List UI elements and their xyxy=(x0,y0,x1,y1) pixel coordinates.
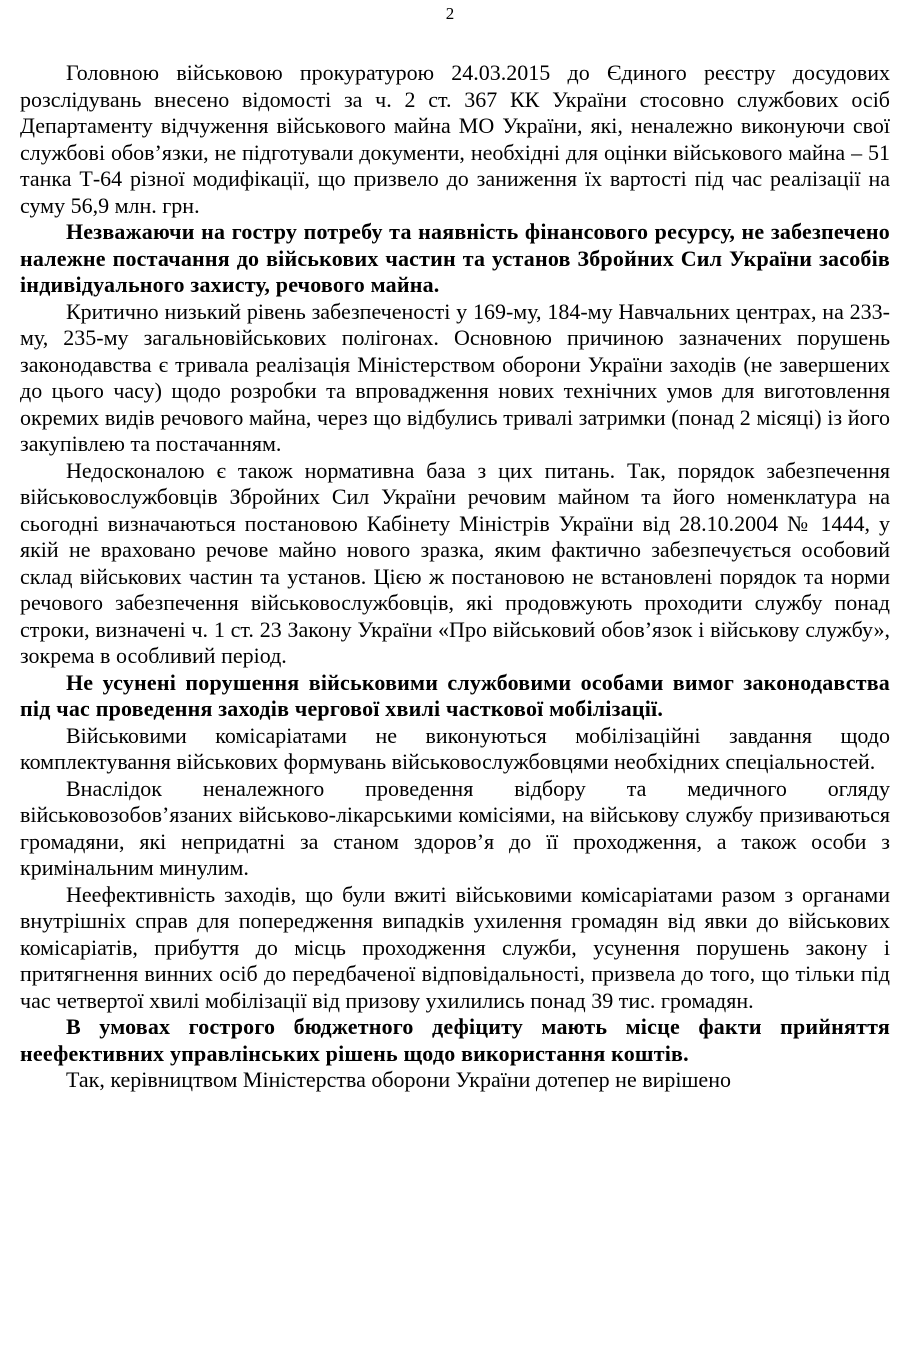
paragraph-heading-supply: Незважаючи на гостру потребу та наявність фінансового ресурсу, не забезпечено належне постачання до військових частин та установ Збройних Сил України засобів індивідуального захисту, речового майна. xyxy=(20,219,890,297)
paragraph-heading-mobilization: Не усунені порушення військовими службовими особами вимог законодавства під час проведення заходів чергової хвилі часткової мобілізації. xyxy=(20,669,890,721)
paragraph-commissariats-tasks: Військовими комісаріатами не виконуються мобілізаційні завдання щодо комплектування військових формувань військовослужбовцями необхідних спеціальностей. xyxy=(20,722,890,774)
paragraph-prosecutor-registry: Головною військовою прокуратурою 24.03.2015 до Єдиного реєстру досудових розслідувань внесено відомості за ч. 2 ст. 367 КК України стосовно службових осіб Департаменту відчуження військового майна МО України, які, неналежно виконуючи свої службові обов’язки, не підготували документи, необхідні для оцінки військового майна – 51 танка Т-64 різної модифікації, що призвело до заниження їх вартості під час реалізації на суму 56,9 млн. грн. xyxy=(20,60,890,218)
paragraph-medical-selection: Внаслідок неналежного проведення відбору та медичного огляду військовозобов’язаних військово-лікарськими комісіями, на військову службу призиваються громадяни, які непридатні за станом здоров’я до її проходження, а також особи з кримінальним минулим. xyxy=(20,775,890,880)
paragraph-regulatory-base: Недосконалою є також нормативна база з цих питань. Так, порядок забезпечення військовослужбовців Збройних Сил України речовим майном та його номенклатура на сьогодні визначаються постановою Кабінету Міністрів України від 28.10.2004 № 1444, у якій не враховано речове майно нового зразка, яким фактично забезпечується особовий склад військових частин та установ. Цією ж постановою не встановлені порядок та норми речового забезпечення військовослужбовців, які продовжують проходити службу понад строки, визначені ч. 1 ст. 23 Закону України «Про військовий обов’язок і військову службу», зокрема в особливий період. xyxy=(20,457,890,668)
paragraph-draft-evasion: Неефективність заходів, що були вжиті військовими комісаріатами разом з органами внутрішніх справ для попередження випадків ухилення громадян від явки до військових комісаріатів, прибуття до місць проходження служби, усунення порушень закону і притягнення винних осіб до передбаченої відповідальності, призвела до того, що тільки під час четвертої хвилі мобілізації від призову ухилились понад 39 тис. громадян. xyxy=(20,881,890,1013)
paragraph-supply-level: Критично низький рівень забезпеченості у 169-му, 184-му Навчальних центрах, на 233-му, 235-му загальновійськових полігонах. Основною причиною зазначених порушень законодавства є тривала реалізація Міністерством оборони України заходів (не завершених до цього часу) щодо розробки та впровадження нових технічних умов для виготовлення окремих видів речового майна, через що відбулись тривалі затримки (понад 2 місяці) із його закупівлею та постачанням. xyxy=(20,298,890,456)
paragraph-heading-budget: В умовах гострого бюджетного дефіциту мають місце факти прийняття неефективних управлінських рішень щодо використання коштів. xyxy=(20,1014,890,1066)
document-body xyxy=(20,60,890,1094)
paragraph-ministry-unresolved: Так, керівництвом Міністерства оборони України дотепер не вирішено xyxy=(66,1067,731,1092)
page-number: 2 xyxy=(445,4,455,23)
